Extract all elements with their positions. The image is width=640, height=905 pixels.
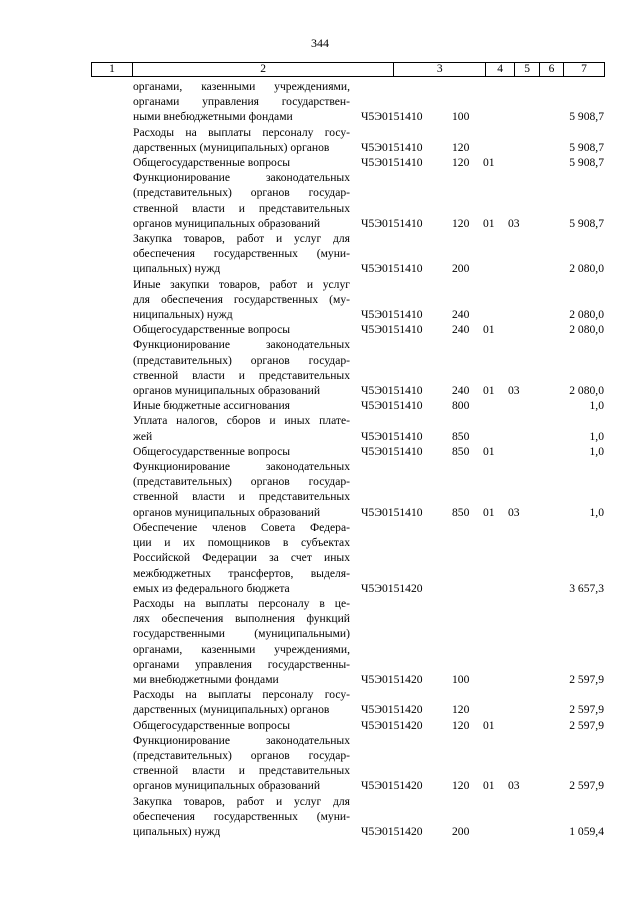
- table-row: [0, 322, 640, 337]
- section-code: 01: [483, 156, 495, 170]
- target-article-code: Ч5Э0151410: [361, 384, 423, 398]
- expense-item-line: Общегосударственные вопросы: [133, 718, 291, 732]
- amount: 2 597,9: [569, 779, 604, 793]
- expense-item-line: жей: [133, 429, 153, 443]
- table-row: [0, 277, 640, 323]
- expense-type-code: 120: [452, 779, 470, 793]
- target-article-code: Ч5Э0151410: [361, 399, 423, 413]
- target-article-code: Ч5Э0151410: [361, 323, 423, 337]
- expense-type-code: 850: [452, 505, 470, 519]
- expense-item-line: емых из федерального бюджета: [133, 581, 290, 595]
- subsection-code: 03: [508, 384, 520, 398]
- expense-item-name: [133, 733, 350, 794]
- target-article-code: Ч5Э0151420: [361, 703, 423, 717]
- expense-item-name: [133, 155, 350, 170]
- expense-type-code: 850: [452, 429, 470, 443]
- amount: 5 908,7: [569, 216, 604, 230]
- subsection-code: 03: [508, 779, 520, 793]
- expense-item-name: [133, 337, 350, 398]
- amount: 5 908,7: [569, 156, 604, 170]
- amount: 2 597,9: [569, 703, 604, 717]
- target-article-code: Ч5Э0151410: [361, 156, 423, 170]
- table-row: [0, 794, 640, 840]
- expense-item-line: Закупка товаров, работ и услуг для: [133, 232, 350, 246]
- expense-item-line: органами, казенными учреждениями,: [133, 642, 350, 656]
- expense-item-line: Иные бюджетные ассигнования: [133, 399, 290, 413]
- target-article-code: Ч5Э0151410: [361, 216, 423, 230]
- expense-item-line: ципальных) нужд: [133, 262, 221, 276]
- section-code: 01: [483, 779, 495, 793]
- target-article-code: Ч5Э0151410: [361, 444, 423, 458]
- section-code: 01: [483, 718, 495, 732]
- expense-item-line: органами управления государствен-: [133, 95, 350, 109]
- table-row: [0, 687, 640, 717]
- expense-type-code: 120: [452, 156, 470, 170]
- page-number: 344: [311, 36, 329, 50]
- expense-item-line: государственными (муниципальными): [133, 627, 350, 641]
- expense-item-line: обеспечения государственных (муни-: [133, 809, 350, 823]
- expense-item-line: (представительных) органов государ-: [133, 475, 350, 489]
- expense-item-line: (представительных) органов государ-: [133, 353, 350, 367]
- expense-item-line: ственной власти и представительных: [133, 490, 350, 504]
- expense-item-line: обеспечения государственных (муни-: [133, 247, 350, 261]
- amount: 1,0: [589, 399, 604, 413]
- expense-item-line: для обеспечения государственных (му-: [133, 292, 350, 306]
- expense-item-name: [133, 520, 350, 596]
- table-row: [0, 444, 640, 459]
- expense-item-line: Иные закупки товаров, работ и услуг: [133, 277, 350, 291]
- expense-item-line: Расходы на выплаты персоналу госу-: [133, 688, 350, 702]
- table-row: [0, 337, 640, 398]
- expense-item-line: органов муниципальных образований: [133, 505, 321, 519]
- target-article-code: Ч5Э0151420: [361, 581, 423, 595]
- expense-item-line: ниципальных) нужд: [133, 308, 233, 322]
- expense-item-line: Функционирование законодательных: [133, 171, 350, 185]
- expense-item-line: Уплата налогов, сборов и иных плате-: [133, 414, 350, 428]
- amount: 5 908,7: [569, 140, 604, 154]
- table-row: [0, 170, 640, 231]
- expense-item-line: Российской Федерации за счет иных: [133, 551, 350, 565]
- expense-type-code: 100: [452, 672, 470, 686]
- expense-item-line: Расходы на выплаты персоналу в це-: [133, 596, 350, 610]
- section-code: 01: [483, 444, 495, 458]
- target-article-code: Ч5Э0151420: [361, 672, 423, 686]
- column-header: 3: [394, 63, 486, 77]
- expense-item-line: лях обеспечения выполнения функций: [133, 612, 350, 626]
- expense-type-code: 120: [452, 703, 470, 717]
- expense-item-line: ными внебюджетными фондами: [133, 110, 293, 124]
- column-header: 6: [540, 63, 564, 77]
- expense-item-line: ственной власти и представительных: [133, 201, 350, 215]
- expense-item-line: ции и их помощников в субъектах: [133, 536, 350, 550]
- column-header: 1: [92, 63, 133, 77]
- amount: 3 657,3: [569, 581, 604, 595]
- amount: 2 597,9: [569, 718, 604, 732]
- expense-item-line: дарственных (муниципальных) органов: [133, 140, 330, 154]
- expense-type-code: 120: [452, 718, 470, 732]
- expense-item-line: Функционирование законодательных: [133, 733, 350, 747]
- expense-item-line: ственной власти и представительных: [133, 764, 350, 778]
- amount: 2 080,0: [569, 323, 604, 337]
- table-row: [0, 231, 640, 277]
- expense-item-line: Обеспечение членов Совета Федера-: [133, 520, 350, 534]
- expense-type-code: 120: [452, 140, 470, 154]
- table-row: [0, 596, 640, 687]
- expense-type-code: 100: [452, 110, 470, 124]
- expense-item-line: органов муниципальных образований: [133, 216, 321, 230]
- target-article-code: Ч5Э0151420: [361, 779, 423, 793]
- amount: 2 597,9: [569, 672, 604, 686]
- expense-type-code: 240: [452, 308, 470, 322]
- expense-type-code: 240: [452, 384, 470, 398]
- expense-item-line: Общегосударственные вопросы: [133, 444, 291, 458]
- column-header: 7: [564, 63, 605, 77]
- expense-item-line: Функционирование законодательных: [133, 460, 350, 474]
- section-code: 01: [483, 384, 495, 398]
- expense-item-name: [133, 79, 350, 125]
- table-row: [0, 733, 640, 794]
- subsection-code: 03: [508, 505, 520, 519]
- expense-item-name: [133, 444, 350, 459]
- target-article-code: Ч5Э0151410: [361, 429, 423, 443]
- amount: 2 080,0: [569, 262, 604, 276]
- subsection-code: 03: [508, 216, 520, 230]
- amount: 2 080,0: [569, 384, 604, 398]
- expense-item-line: ципальных) нужд: [133, 824, 221, 838]
- target-article-code: Ч5Э0151410: [361, 308, 423, 322]
- table-row: [0, 718, 640, 733]
- section-code: 01: [483, 323, 495, 337]
- expense-item-line: органами, казенными учреждениями,: [133, 80, 350, 93]
- expense-type-code: 850: [452, 444, 470, 458]
- expense-item-name: [133, 794, 350, 840]
- target-article-code: Ч5Э0151410: [361, 140, 423, 154]
- expense-item-line: ми внебюджетными фондами: [133, 672, 279, 686]
- expense-item-line: (представительных) органов государ-: [133, 186, 350, 200]
- expense-item-name: [133, 125, 350, 155]
- table-row: [0, 413, 640, 443]
- amount: 1,0: [589, 429, 604, 443]
- column-header-row: [92, 63, 605, 77]
- amount: 1 059,4: [569, 824, 604, 838]
- budget-table-body: [0, 79, 640, 839]
- expense-item-name: [133, 231, 350, 277]
- expense-item-line: Функционирование законодательных: [133, 338, 350, 352]
- table-row: [0, 520, 640, 596]
- expense-type-code: 800: [452, 399, 470, 413]
- target-article-code: Ч5Э0151410: [361, 110, 423, 124]
- table-row: [0, 398, 640, 413]
- expense-item-line: органов муниципальных образований: [133, 779, 321, 793]
- expense-item-line: органов муниципальных образований: [133, 384, 321, 398]
- expense-item-line: межбюджетных трансфертов, выделя-: [133, 566, 350, 580]
- expense-item-line: дарственных (муниципальных) органов: [133, 703, 330, 717]
- expense-item-name: [133, 413, 350, 443]
- target-article-code: Ч5Э0151410: [361, 262, 423, 276]
- table-row: [0, 79, 640, 125]
- expense-item-line: Общегосударственные вопросы: [133, 323, 291, 337]
- expense-item-name: [133, 459, 350, 520]
- amount: 5 908,7: [569, 110, 604, 124]
- expense-item-line: органами управления государственны-: [133, 657, 350, 671]
- expense-type-code: 120: [452, 216, 470, 230]
- expense-item-name: [133, 277, 350, 323]
- expense-item-line: Расходы на выплаты персоналу госу-: [133, 125, 350, 139]
- expense-type-code: 240: [452, 323, 470, 337]
- expense-item-name: [133, 322, 350, 337]
- table-row: [0, 125, 640, 155]
- expense-item-name: [133, 718, 350, 733]
- expense-item-name: [133, 596, 350, 687]
- target-article-code: Ч5Э0151410: [361, 505, 423, 519]
- expense-item-name: [133, 687, 350, 717]
- expense-item-name: [133, 170, 350, 231]
- table-row: [0, 155, 640, 170]
- expense-type-code: 200: [452, 824, 470, 838]
- column-header-table: [91, 62, 605, 77]
- amount: 1,0: [589, 505, 604, 519]
- expense-item-line: Общегосударственные вопросы: [133, 156, 291, 170]
- target-article-code: Ч5Э0151420: [361, 718, 423, 732]
- expense-item-name: [133, 398, 350, 413]
- target-article-code: Ч5Э0151420: [361, 824, 423, 838]
- column-header: 5: [515, 63, 540, 77]
- table-row: [0, 459, 640, 520]
- expense-item-line: Закупка товаров, работ и услуг для: [133, 794, 350, 808]
- section-code: 01: [483, 216, 495, 230]
- expense-item-line: (представительных) органов государ-: [133, 748, 350, 762]
- column-header: 2: [132, 63, 393, 77]
- amount: 1,0: [589, 444, 604, 458]
- section-code: 01: [483, 505, 495, 519]
- expense-type-code: 200: [452, 262, 470, 276]
- expense-item-line: ственной власти и представительных: [133, 368, 350, 382]
- column-header: 4: [486, 63, 515, 77]
- amount: 2 080,0: [569, 308, 604, 322]
